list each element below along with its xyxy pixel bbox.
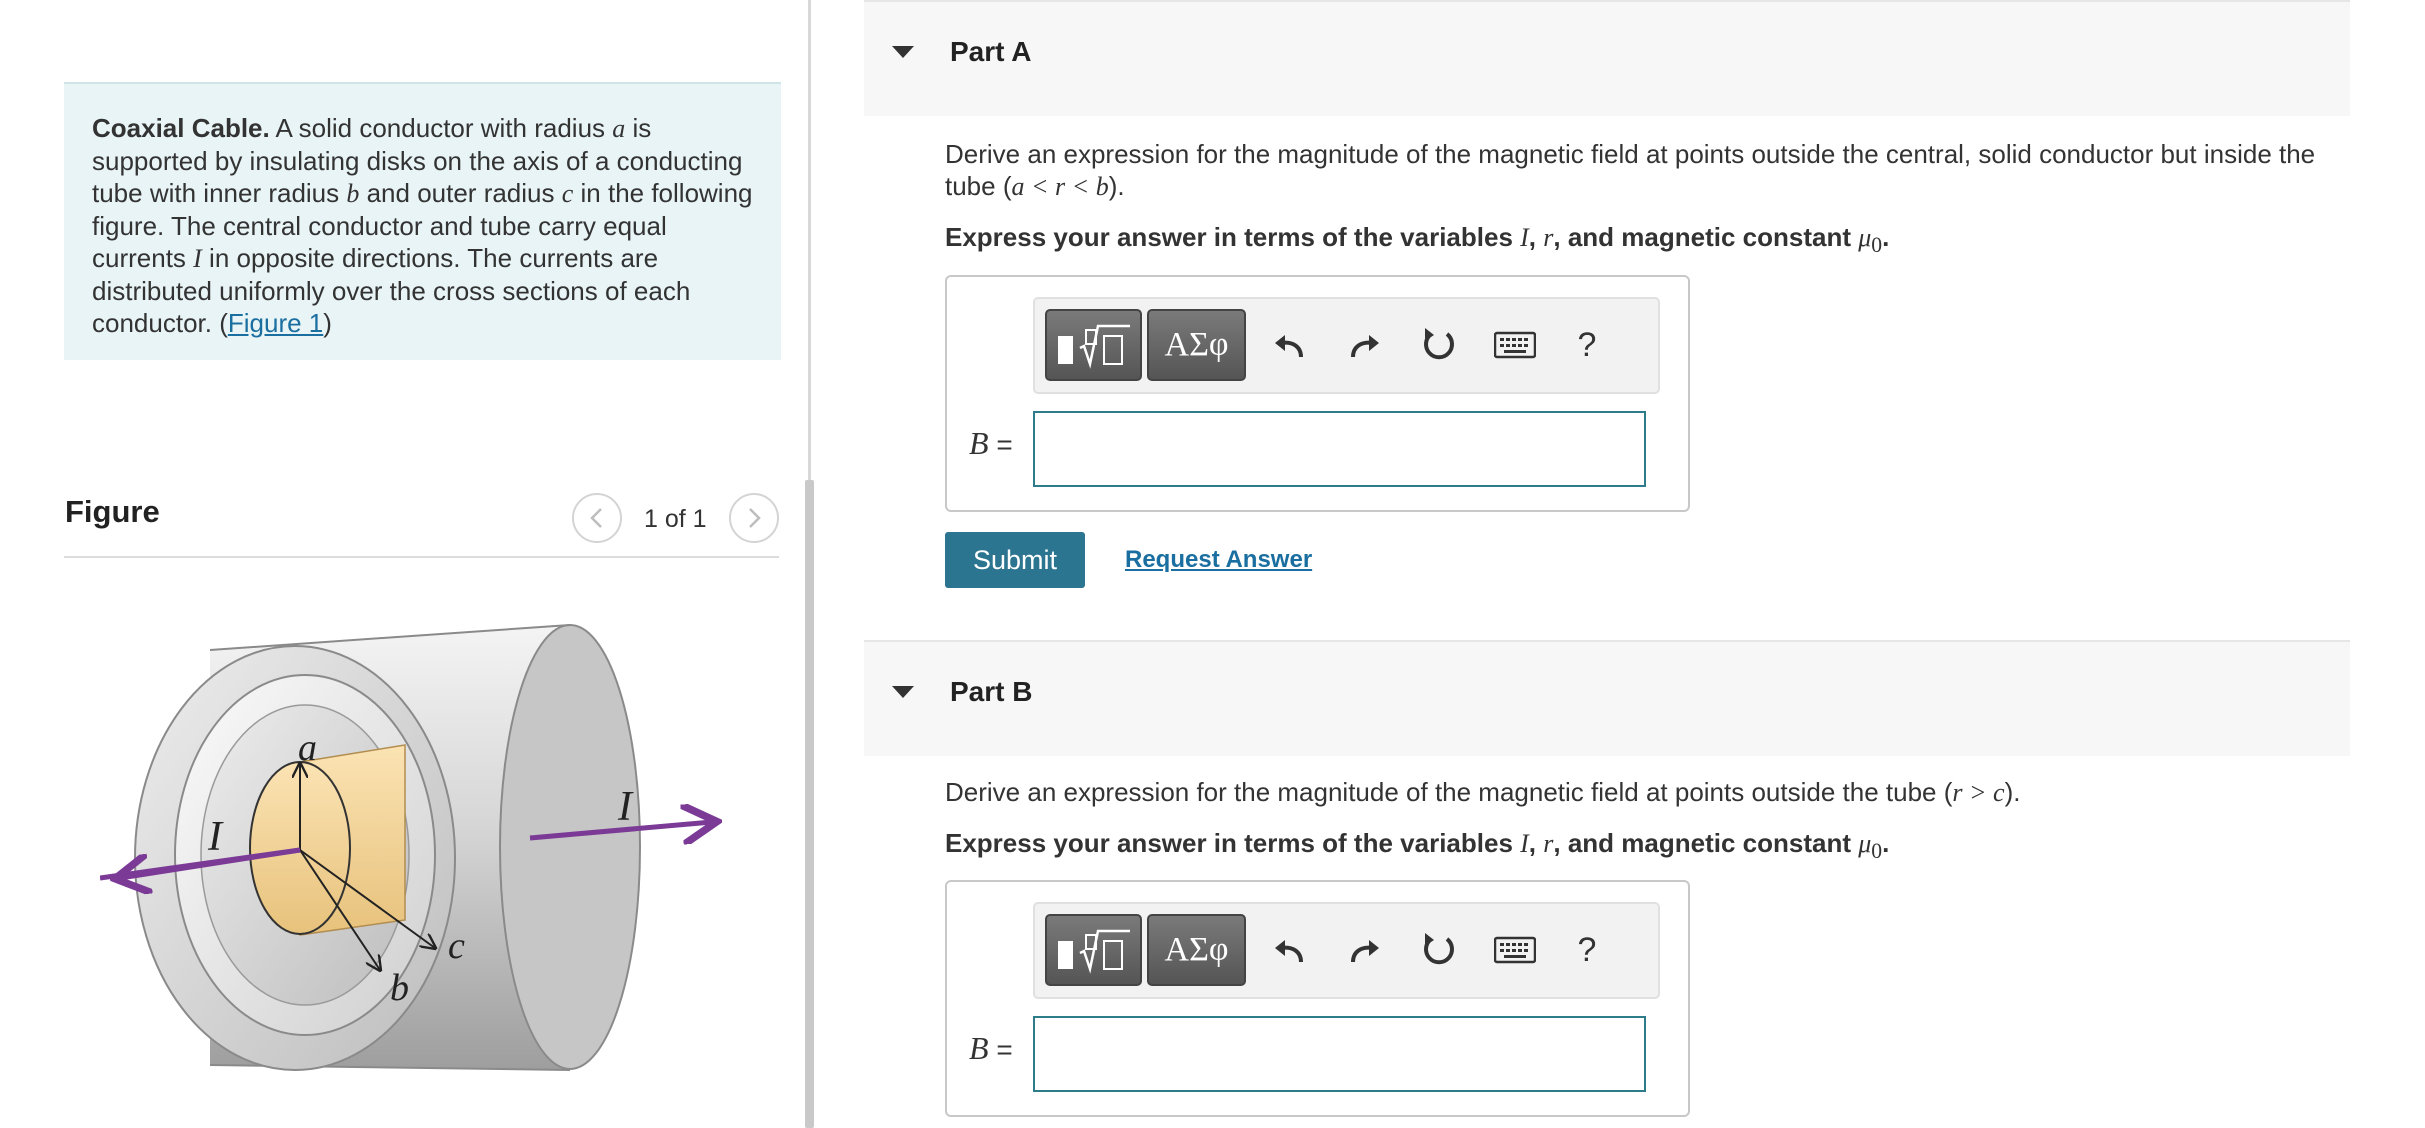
var-r: r	[1543, 829, 1554, 858]
math-toolbar	[1033, 902, 1660, 999]
var-mu: μ	[1858, 223, 1872, 252]
problem-text: A solid conductor with radius	[269, 113, 613, 143]
var-mu-subscript: 0	[1871, 839, 1883, 864]
part-b-answer-box	[945, 880, 1690, 1117]
problem-text: in opposite directions. The currents are distributed uniformly over the cross sections of each conductor. (	[92, 243, 691, 338]
problem-lead: Coaxial Cable.	[92, 113, 270, 143]
var-b: b	[346, 179, 360, 208]
var-mu: μ	[1858, 829, 1872, 858]
left-pane	[0, 0, 808, 1128]
var-I: I	[193, 244, 202, 273]
template-button[interactable]	[1045, 914, 1142, 986]
undo-icon	[1271, 327, 1307, 363]
keyboard-button[interactable]	[1491, 321, 1539, 369]
submit-button[interactable]: Submit	[945, 532, 1085, 588]
figure-link[interactable]: Figure 1	[227, 308, 324, 338]
reset-button[interactable]	[1415, 926, 1463, 974]
redo-icon	[1347, 327, 1383, 363]
instruction-text: , and magnetic constant	[1553, 828, 1859, 858]
problem-text: and outer radius	[359, 178, 562, 208]
question-math: a < r < b	[1011, 172, 1109, 201]
question-text: ).	[2004, 777, 2021, 807]
part-a-answer-box	[945, 275, 1690, 512]
keyboard-button[interactable]	[1491, 926, 1539, 974]
redo-button[interactable]	[1341, 321, 1389, 369]
label-b: b	[390, 967, 409, 1009]
equation-variable: B	[969, 1030, 989, 1066]
part-a-title: Part A	[950, 36, 1032, 67]
label-current-right: I	[618, 784, 632, 830]
instruction-text: ,	[1528, 828, 1544, 858]
template-button[interactable]	[1045, 309, 1142, 381]
part-b-instruction	[945, 828, 1889, 864]
instruction-text: .	[1882, 222, 1890, 252]
part-b-header[interactable]	[864, 640, 2350, 756]
equation-variable: B	[969, 425, 989, 461]
label-a: a	[298, 727, 317, 769]
chevron-left-icon	[587, 506, 607, 530]
label-current-left: I	[208, 814, 222, 860]
var-mu-subscript: 0	[1871, 233, 1883, 258]
equation-label	[969, 425, 1013, 462]
label-c: c	[448, 925, 465, 967]
pane-resize-handle[interactable]	[805, 480, 814, 1128]
chevron-right-icon	[744, 506, 764, 530]
keyboard-icon	[1494, 331, 1536, 359]
problem-statement	[64, 82, 781, 360]
var-r: r	[1543, 223, 1554, 252]
question-text: Derive an expression for the magnitude of the magnetic field at points outside the tube (	[945, 777, 1953, 807]
instruction-text: Express your answer in terms of the variables	[945, 828, 1521, 858]
instruction-text: , and magnetic constant	[1553, 222, 1859, 252]
reset-icon	[1419, 930, 1459, 970]
var-c: c	[561, 179, 574, 208]
problem-text: )	[323, 308, 332, 338]
part-a-instruction	[945, 222, 1889, 258]
reset-button[interactable]	[1415, 321, 1463, 369]
var-I: I	[1520, 829, 1529, 858]
part-b-answer-input[interactable]	[1033, 1016, 1646, 1092]
part-a-question	[945, 138, 2345, 203]
problem-text: is supported by insulating disks on the axis of a conducting tube with inner radius	[92, 113, 743, 208]
figure-prev-button[interactable]	[572, 493, 622, 543]
part-a-answer-input[interactable]	[1033, 411, 1646, 487]
redo-button[interactable]	[1341, 926, 1389, 974]
undo-button[interactable]	[1265, 321, 1313, 369]
greek-symbols-button[interactable]: ΑΣφ	[1147, 309, 1246, 381]
help-button[interactable]: ?	[1577, 325, 1597, 364]
figure-counter: 1 of 1	[644, 505, 707, 533]
figure-next-button[interactable]	[729, 493, 779, 543]
template-icon	[1052, 318, 1136, 372]
part-a-header[interactable]	[864, 0, 2350, 116]
figure-header	[64, 480, 779, 558]
part-b-title: Part B	[950, 676, 1033, 707]
redo-icon	[1347, 932, 1383, 968]
var-a: a	[612, 114, 626, 143]
undo-button[interactable]	[1265, 926, 1313, 974]
caret-down-icon[interactable]	[892, 686, 914, 698]
caret-down-icon[interactable]	[892, 46, 914, 58]
undo-icon	[1271, 932, 1307, 968]
equation-sign: =	[988, 1034, 1013, 1065]
equation-sign: =	[988, 429, 1013, 460]
instruction-text: Express your answer in terms of the variables	[945, 222, 1521, 252]
figure-title: Figure	[65, 494, 160, 529]
question-text: ).	[1108, 171, 1125, 201]
part-b-question	[945, 776, 2345, 809]
greek-symbols-button[interactable]: ΑΣφ	[1147, 914, 1246, 986]
question-text: Derive an expression for the magnitude of the magnetic field at points outside the central, solid conductor but inside the tube (	[945, 139, 2316, 201]
reset-icon	[1419, 325, 1459, 365]
request-answer-link[interactable]: Request Answer	[1125, 546, 1313, 573]
problem-text: in the following figure. The central conductor and tube carry equal currents	[92, 178, 753, 273]
template-icon	[1052, 923, 1136, 977]
help-button[interactable]: ?	[1577, 930, 1597, 969]
var-I: I	[1520, 223, 1529, 252]
question-math: r > c	[1952, 778, 2005, 807]
instruction-text: ,	[1528, 222, 1544, 252]
equation-label	[969, 1030, 1013, 1067]
math-toolbar	[1033, 297, 1660, 394]
keyboard-icon	[1494, 936, 1536, 964]
instruction-text: .	[1882, 828, 1890, 858]
coaxial-cable-figure	[100, 600, 760, 1080]
